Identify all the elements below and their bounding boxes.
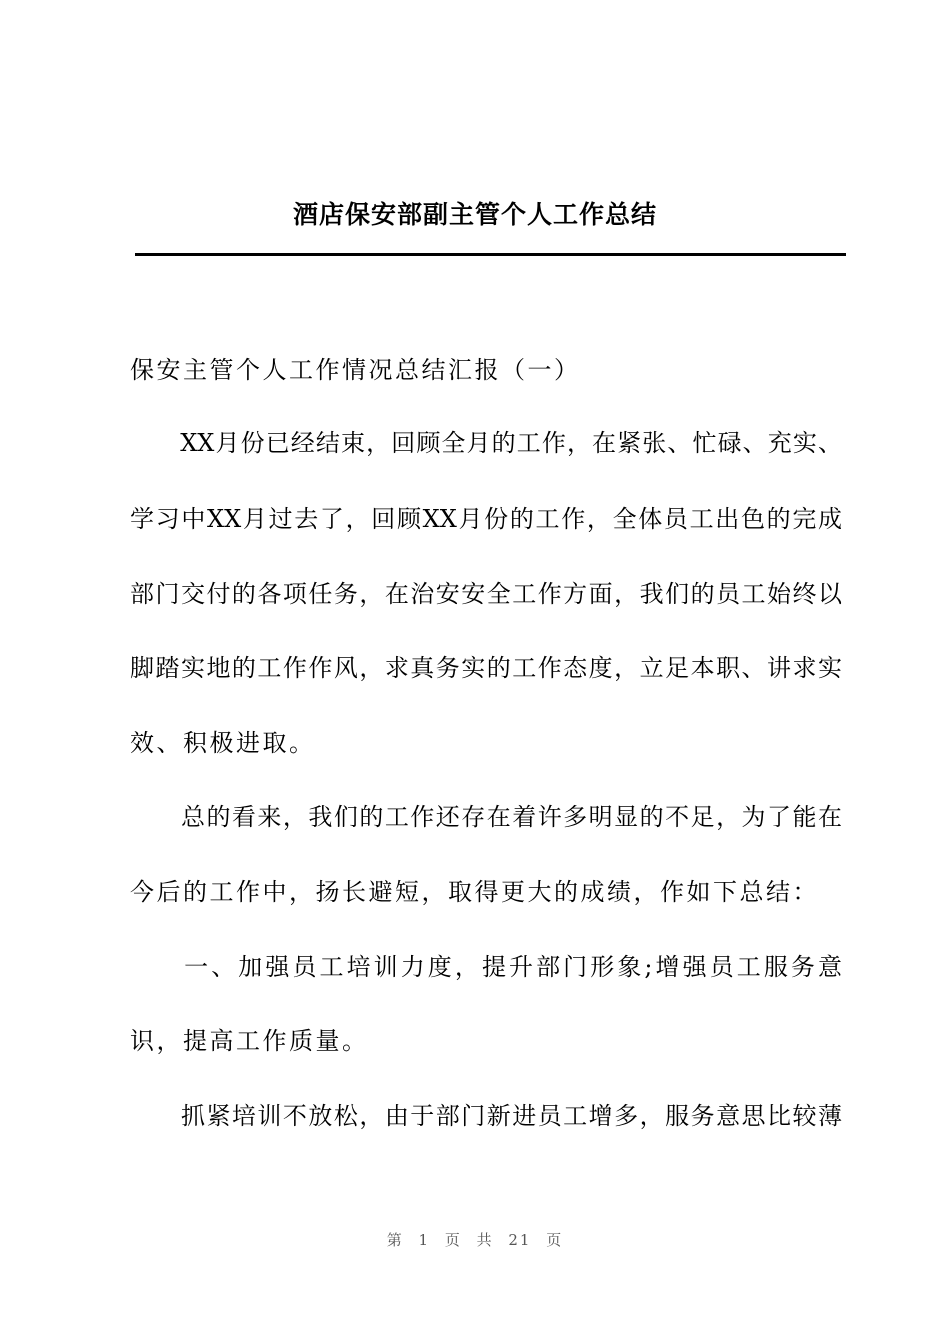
title-underline (135, 253, 846, 256)
body-line-6: 总的看来，我们的工作还存在着许多明显的不足，为了能在 (130, 803, 842, 831)
body-line-7: 今后的工作中，扬长避短，取得更大的成绩，作如下总结： (130, 878, 819, 906)
body-line-8: 一、加强员工培训力度，提升部门形象;增强员工服务意 (130, 953, 842, 981)
body-line-10: 抓紧培训不放松，由于部门新进员工增多，服务意思比较薄 (130, 1102, 842, 1130)
section-heading: 保安主管个人工作情况总结汇报（一） (130, 356, 581, 384)
body-line-5: 效、积极进取。 (130, 729, 316, 757)
body-line-3: 部门交付的各项任务，在治安安全工作方面，我们的员工始终以 (130, 580, 842, 608)
body-line-9: 识，提高工作质量。 (130, 1027, 369, 1055)
page-footer: 第 1 页 共 21 页 (386, 1231, 564, 1249)
body-line-4: 脚踏实地的工作作风，求真务实的工作态度，立足本职、讲求实 (130, 654, 842, 682)
body-line-1: XX月份已经结束，回顾全月的工作，在紧张、忙碌、充实、 (130, 429, 842, 457)
body-line-2: 学习中XX月过去了，回顾XX月份的工作，全体员工出色的完成 (130, 505, 842, 533)
document-title: 酒店保安部副主管个人工作总结 (292, 200, 657, 229)
